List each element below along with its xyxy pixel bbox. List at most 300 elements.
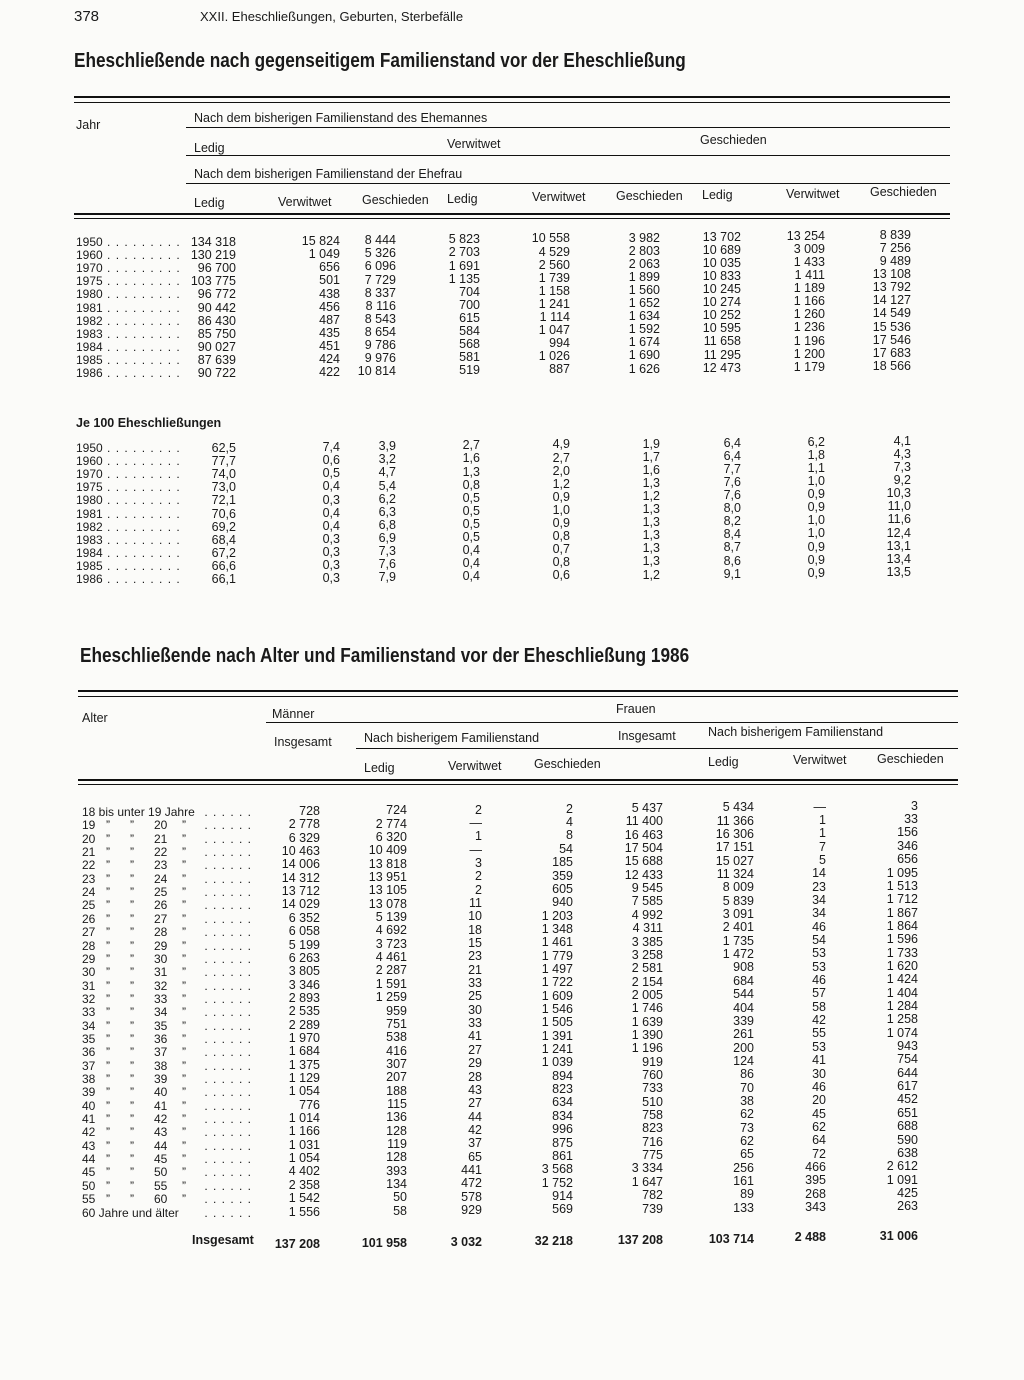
table-cell: 2 560 [538, 257, 570, 272]
table-cell: 77,7 [211, 454, 236, 469]
table-cell: 2 581 [631, 961, 663, 976]
ditto-mark: ” [130, 1098, 134, 1113]
ditto-mark: ” [106, 1018, 110, 1033]
leader-dots: . . . . . . . . . [102, 235, 181, 249]
age-from: 32 [82, 991, 96, 1006]
table-cell: 4 692 [375, 923, 407, 938]
age-to: 20 [154, 818, 168, 833]
table-cell: 156 [897, 825, 918, 840]
table-cell: 0,4 [462, 543, 480, 558]
leader-dots: . . . . . . . . . [102, 366, 181, 380]
age-to: 25 [154, 885, 168, 900]
table-cell: 1 259 [375, 990, 407, 1005]
age-from: 23 [82, 871, 96, 886]
table-cell: 914 [552, 1188, 573, 1203]
leader-dots: . . . . . . . . . [102, 454, 181, 469]
age-to: 44 [154, 1138, 168, 1153]
table-cell: 656 [319, 260, 340, 275]
table-cell: 0,7 [552, 542, 570, 557]
year: 1986 [76, 366, 103, 380]
table-cell: 15 688 [624, 854, 663, 869]
table-cell: 1,6 [642, 462, 660, 477]
table-cell: — [813, 799, 826, 814]
leader-dots: . . . . . . [204, 1205, 252, 1220]
table-cell: 263 [897, 1199, 918, 1214]
age-from: 36 [82, 1045, 96, 1060]
age-from: 25 [82, 898, 96, 913]
year: 1981 [76, 506, 103, 521]
age-from: 50 [82, 1178, 96, 1193]
table-cell: 1 722 [541, 975, 573, 990]
table-cell: 89 [740, 1187, 754, 1202]
table-cell: 14 [812, 866, 826, 881]
age-to: 35 [154, 1018, 168, 1033]
table1-col-header: Geschieden [362, 193, 429, 207]
table1-header-bottom-rule-2 [74, 218, 950, 219]
table-cell: 751 [386, 1016, 407, 1031]
table-cell: 45 [812, 1106, 826, 1121]
table-cell: 34 [812, 892, 826, 907]
table-cell: 438 [319, 286, 340, 301]
table-cell: 10 035 [702, 255, 741, 270]
table-cell: 11 400 [625, 814, 663, 829]
table-cell: 3 009 [793, 241, 825, 256]
table-cell: 7 585 [631, 894, 663, 909]
table-cell: 1 039 [541, 1055, 573, 1070]
ditto-mark: ” [106, 938, 110, 953]
ditto-mark: ” [182, 831, 186, 846]
table-cell: 644 [897, 1065, 918, 1080]
table-cell: 4,7 [378, 465, 396, 480]
year-label [76, 249, 181, 262]
age-from: 31 [82, 978, 96, 993]
ditto-mark: ” [130, 1005, 134, 1020]
table-cell: 55 [812, 1026, 826, 1041]
table-cell: 776 [299, 1097, 320, 1112]
table-cell: 18 566 [872, 358, 911, 373]
table-cell: 10 595 [702, 321, 741, 336]
table-cell: 2 774 [375, 816, 407, 831]
table-cell: 584 [459, 324, 480, 338]
table-cell: 996 [552, 1122, 573, 1137]
table-cell: 14 029 [281, 897, 320, 912]
total-cell: 31 006 [879, 1229, 918, 1244]
ditto-mark: ” [182, 1072, 186, 1086]
running-head: XXII. Eheschließungen, Geburten, Sterbefälle [200, 9, 464, 24]
table-cell: 70,6 [211, 506, 236, 521]
table-cell: 44 [468, 1109, 482, 1124]
table-cell: 5 839 [722, 893, 754, 908]
ditto-mark: ” [130, 1112, 134, 1127]
table-cell: 10 463 [281, 844, 320, 859]
table1-col-header: Ledig [702, 188, 733, 202]
table-cell: 0,3 [322, 544, 340, 559]
table-cell: 1 047 [538, 323, 570, 338]
per100-subhead: Je 100 Eheschließungen [76, 416, 222, 430]
frauen-nach-header: Nach bisherigem Familienstand [708, 725, 884, 739]
leader-dots: . . . . . . [204, 938, 252, 953]
table-cell: 8 [566, 828, 573, 843]
table-cell: 0,9 [552, 489, 570, 504]
table-cell: 395 [805, 1173, 826, 1188]
table-cell: 13 254 [786, 228, 825, 243]
table-cell: 128 [386, 1123, 407, 1138]
ditto-mark: ” [130, 1058, 134, 1073]
table-cell: 1 746 [631, 1001, 663, 1016]
year: 1983 [76, 532, 103, 547]
table-cell: 0,3 [322, 558, 340, 572]
table-cell: 466 [805, 1159, 826, 1174]
table-cell: 1 542 [288, 1191, 320, 1206]
table-cell: 760 [642, 1068, 663, 1082]
table-cell: 1 752 [541, 1175, 573, 1190]
table-cell: 10 814 [357, 364, 396, 379]
ditto-mark: ” [182, 858, 186, 873]
table-cell: 65 [468, 1149, 482, 1164]
year-label [76, 367, 181, 380]
year-label [76, 354, 181, 367]
ditto-mark: ” [130, 1178, 134, 1193]
table-cell: 1 179 [793, 359, 825, 374]
year: 1970 [76, 261, 103, 276]
maenner-insgesamt-header: Insgesamt [274, 735, 332, 749]
husband-ledig-header: Ledig [194, 141, 225, 155]
table-cell: 3 [475, 855, 482, 870]
table-cell: 6 058 [288, 924, 320, 939]
table-cell: 1 461 [541, 935, 573, 950]
leader-dots: . . . . . . . . . [102, 261, 181, 276]
year: 1981 [76, 300, 103, 315]
ditto-mark: ” [106, 925, 110, 940]
leader-dots: . . . . . . . . . [102, 506, 181, 521]
table-cell: 544 [733, 987, 754, 1002]
table-cell: 11 366 [716, 813, 754, 828]
age-from: 60 Jahre und älter [82, 1205, 179, 1220]
table-cell: 13,4 [886, 551, 911, 566]
table-cell: 590 [897, 1132, 918, 1147]
table-cell: 25 [468, 989, 482, 1004]
table-cell: 0,5 [462, 516, 480, 531]
total-cell: 101 958 [361, 1235, 407, 1250]
ditto-mark: ” [182, 1058, 186, 1073]
maenner-nach-header: Nach bisherigem Familienstand [364, 731, 540, 745]
ditto-mark: ” [130, 1192, 134, 1207]
table-cell: 451 [319, 338, 340, 353]
table-cell: 3 568 [541, 1162, 573, 1177]
table-cell: 1,6 [462, 451, 480, 466]
ditto-mark: ” [130, 925, 134, 940]
table1-col-header: Ledig [194, 196, 225, 210]
table2-top-rule [78, 690, 958, 692]
age-to: 37 [154, 1045, 168, 1060]
table-cell: 62 [740, 1107, 754, 1122]
ditto-mark: ” [130, 858, 134, 873]
table-cell: 339 [733, 1013, 754, 1028]
ditto-mark: ” [106, 1125, 110, 1140]
table-cell: 8,0 [723, 501, 741, 516]
ditto-mark: ” [182, 885, 186, 900]
year: 1970 [76, 467, 103, 482]
ditto-mark: ” [106, 1058, 110, 1073]
table-cell: 53 [812, 1039, 826, 1054]
table1-title: Eheschließende nach gegenseitigem Familienstand vor der Eheschließung [74, 50, 686, 72]
table-cell: 2,0 [552, 463, 570, 478]
ditto-mark: ” [130, 898, 134, 913]
age-to: 29 [154, 938, 168, 953]
age-to: 21 [154, 831, 168, 846]
table-cell: 1 260 [793, 307, 825, 322]
table-cell: 0,3 [322, 531, 340, 546]
leader-dots: . . . . . . [204, 831, 252, 846]
table-cell: 1 639 [631, 1014, 663, 1029]
table-cell: 119 [387, 1137, 407, 1151]
ditto-mark: ” [182, 925, 186, 940]
year: 1983 [76, 326, 103, 341]
table-cell: 1 054 [288, 1151, 320, 1166]
ditto-mark: ” [182, 871, 186, 886]
table-cell: 716 [642, 1134, 663, 1149]
table-cell: 887 [549, 362, 570, 377]
ditto-mark: ” [130, 1085, 134, 1100]
table-cell: 12,4 [886, 525, 911, 540]
table-cell: 2 [566, 801, 573, 816]
table-cell: 9 976 [364, 351, 396, 366]
year-label [76, 315, 181, 328]
age-from: 26 [82, 911, 96, 926]
table-cell: 3 982 [628, 230, 660, 245]
table-cell: 11 [469, 895, 482, 910]
year-label [76, 302, 181, 315]
table-cell: 124 [733, 1053, 754, 1068]
table-cell: 0,9 [807, 539, 825, 554]
age-to: 22 [154, 845, 168, 860]
table-cell: 456 [319, 299, 340, 314]
table-cell: 13,5 [886, 564, 911, 579]
table-cell: 1 031 [288, 1137, 320, 1152]
table-cell: 261 [733, 1027, 754, 1042]
leader-dots: . . . . . . [204, 885, 252, 900]
leader-dots: . . . . . . [204, 805, 252, 819]
table-cell: 6,3 [378, 504, 396, 519]
table-cell: 4 461 [375, 950, 407, 965]
leader-dots: . . . . . . [204, 925, 252, 940]
table-cell: 2 [475, 882, 482, 897]
ditto-mark: ” [130, 911, 134, 926]
table-cell: 6 352 [288, 910, 320, 925]
table-cell: 10 409 [368, 843, 407, 858]
table-cell: 7 [819, 839, 826, 854]
table-cell: 1 867 [886, 905, 918, 920]
table-cell: 728 [299, 804, 320, 818]
table-cell: 9,1 [723, 566, 741, 581]
table-cell: 2,7 [552, 450, 570, 465]
leader-dots: . . . . . . . . . [102, 519, 181, 534]
table-cell: 7,6 [723, 488, 741, 502]
ditto-mark: ” [106, 991, 110, 1006]
age-from: 27 [82, 925, 96, 940]
table-cell: 185 [552, 855, 573, 870]
table-cell: 2 778 [288, 817, 320, 832]
table2-total-row [0, 1229, 1024, 1251]
age-to: 45 [154, 1152, 168, 1167]
table-cell: 13 818 [368, 856, 407, 871]
age-from: 28 [82, 938, 96, 953]
ditto-mark: ” [182, 1125, 186, 1140]
table-cell: 90 442 [197, 300, 236, 315]
table-cell: 0,9 [552, 516, 570, 530]
table-cell: 1 158 [538, 283, 570, 298]
table-cell: 1 348 [541, 921, 573, 936]
table-cell: 1 203 [541, 908, 573, 923]
table-cell: 37 [468, 1136, 482, 1151]
ditto-mark: ” [182, 951, 186, 966]
table-cell: 6 320 [375, 829, 407, 844]
table-cell: 7 256 [879, 240, 911, 255]
table-cell: 1 404 [886, 985, 918, 1000]
table-cell: 86 430 [197, 313, 236, 328]
age-from: 34 [82, 1018, 96, 1033]
table-cell: 1,3 [642, 541, 660, 556]
table2-sub-rule [356, 748, 958, 749]
table-cell: 9 545 [631, 881, 663, 896]
age-to: 55 [154, 1178, 168, 1193]
table-cell: 7 729 [364, 272, 396, 287]
table-cell: 2,7 [462, 438, 480, 453]
table-cell: 7,7 [723, 461, 741, 476]
table-cell: 6 263 [288, 950, 320, 965]
table-cell: 501 [319, 273, 340, 288]
ditto-mark: ” [182, 818, 186, 833]
table-cell: 5 326 [364, 246, 396, 261]
age-to: 43 [154, 1125, 168, 1140]
table-cell: 10 252 [702, 308, 741, 323]
table-cell: 96 700 [197, 261, 236, 276]
table1-col-header: Verwitwet [786, 187, 840, 201]
table-cell: 1,3 [642, 515, 660, 530]
table-cell: 62,5 [211, 441, 236, 455]
table-cell: 130 219 [190, 248, 236, 263]
table-cell: 8 543 [364, 311, 396, 326]
year: 1984 [76, 545, 103, 560]
leader-dots: . . . . . . . . . [102, 339, 181, 354]
ditto-mark: ” [106, 885, 110, 900]
table-cell: 8 839 [879, 227, 911, 242]
table-cell: 3,9 [378, 439, 396, 454]
table-cell: 13 951 [368, 870, 407, 884]
table-cell: 416 [386, 1043, 407, 1058]
table-cell: 14 549 [872, 306, 911, 321]
leader-dots: . . . . . . [204, 818, 252, 833]
maenner-verwitwet-header: Verwitwet [448, 759, 502, 773]
table-cell: 8,2 [723, 514, 741, 529]
table-cell: 38 [740, 1093, 754, 1108]
husband-geschieden-header: Geschieden [700, 133, 767, 147]
table-cell: 617 [897, 1079, 918, 1094]
table-cell: 10 689 [702, 242, 741, 257]
table-cell: 17 504 [624, 841, 663, 856]
table2-rule-2 [78, 696, 958, 697]
table-cell: 1,3 [642, 502, 660, 516]
table-cell: 5 139 [375, 910, 407, 925]
leader-dots: . . . . . . . . . [102, 326, 181, 341]
ditto-mark: ” [182, 991, 186, 1006]
ditto-mark: ” [106, 858, 110, 873]
table-cell: 21 [468, 962, 482, 977]
table-cell: 4,1 [893, 433, 911, 448]
table2-alter-header: Alter [82, 711, 108, 725]
table-cell: 41 [468, 1029, 482, 1044]
ditto-mark: ” [106, 1098, 110, 1113]
ditto-mark: ” [130, 831, 134, 846]
table-cell: 50 [393, 1190, 407, 1205]
table-cell: 704 [459, 284, 480, 299]
age-from: 18 bis unter 19 Jahre [82, 805, 195, 819]
table-cell: 1 620 [886, 958, 918, 973]
year-label [76, 262, 181, 275]
table-cell: 23 [468, 949, 482, 964]
table-cell: 73,0 [211, 480, 236, 495]
age-from: 41 [82, 1112, 96, 1127]
table-cell: 782 [642, 1188, 663, 1203]
leader-dots: . . . . . . [204, 951, 252, 966]
table-cell: 733 [642, 1081, 663, 1096]
table-cell: 268 [805, 1186, 826, 1201]
table-cell: 1 691 [448, 258, 480, 273]
ditto-mark: ” [106, 898, 110, 913]
table-cell: 2 [475, 869, 482, 884]
ditto-mark: ” [130, 978, 134, 993]
age-from: 40 [82, 1098, 96, 1113]
age-to: 39 [154, 1072, 168, 1086]
maenner-geschieden-header: Geschieden [534, 757, 601, 771]
table-cell: 1,0 [807, 513, 825, 528]
table-cell: 90 027 [197, 339, 236, 354]
table-cell: 20 [812, 1093, 826, 1108]
ditto-mark: ” [130, 885, 134, 900]
table-cell: 1 592 [628, 322, 660, 337]
table-cell: 15 824 [301, 234, 340, 249]
table-cell: 1 091 [886, 1172, 918, 1187]
table-cell: 775 [642, 1148, 663, 1163]
table-cell: 1 735 [722, 933, 754, 948]
leader-dots: . . . . . . . . . [102, 287, 181, 302]
table-cell: 133 [733, 1200, 754, 1215]
table-cell: 4 992 [631, 907, 663, 922]
table-cell: 7,9 [378, 570, 396, 585]
table-cell: 2 289 [288, 1017, 320, 1032]
table-cell: 5 199 [288, 937, 320, 952]
table-cell: 569 [552, 1202, 573, 1217]
ditto-mark: ” [182, 1192, 186, 1207]
year-label [76, 468, 181, 481]
year-label [76, 534, 181, 547]
table-cell: 0,8 [552, 555, 570, 570]
table-cell: 3 805 [288, 964, 320, 979]
table-cell: 15 536 [872, 319, 911, 334]
table-cell: 1 189 [793, 281, 825, 296]
table-cell: 6,9 [378, 530, 396, 545]
table-cell: 700 [459, 297, 480, 312]
table-cell: 1,7 [642, 449, 660, 464]
age-from: 55 [82, 1192, 96, 1207]
age-to: 40 [154, 1085, 168, 1100]
table-cell: 422 [319, 365, 340, 380]
table-cell: 17 151 [715, 840, 754, 855]
ditto-mark: ” [106, 1112, 110, 1127]
table-cell: 994 [549, 336, 570, 351]
table-cell: 1 591 [375, 976, 407, 991]
wife-group-rule [186, 183, 950, 184]
